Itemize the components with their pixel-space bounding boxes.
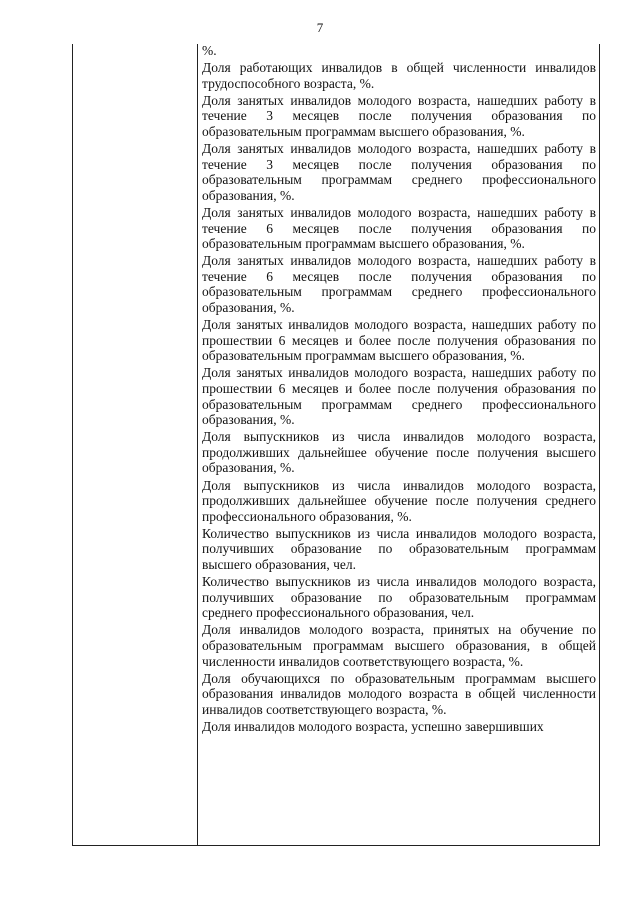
- indicator-text: Доля занятых инвалидов молодого возраста, нашедших работу в течение 3 месяцев после получения образования по образовательным программам среднего профессионального образования, %.: [202, 141, 596, 203]
- indicator-text: Доля выпускников из числа инвалидов молодого возраста, продолживших дальнейшее обучение после получения высшего образования, %.: [202, 429, 596, 476]
- indicator-text: Доля занятых инвалидов молодого возраста, нашедших работу по прошествии 6 месяцев и более после получения образования по образовательным программам высшего образования, %.: [202, 317, 596, 364]
- indicator-text: Доля инвалидов молодого возраста, успешно завершивших: [202, 718, 544, 734]
- table-left-column: [73, 44, 198, 845]
- indicator-text: Доля работающих инвалидов в общей численности инвалидов трудоспособного возраста, %.: [202, 60, 596, 91]
- indicator-text: Доля занятых инвалидов молодого возраста, нашедших работу по прошествии 6 месяцев и более после получения образования по образовательным программам среднего профессионального образования, %.: [202, 365, 596, 428]
- page-number: 7: [316, 20, 324, 35]
- indicator-text: Доля занятых инвалидов молодого возраста, нашедших работу в течение 6 месяцев после получения образования по образовательным программам среднего профессионального образования, %.: [202, 253, 596, 315]
- indicator-text: Доля выпускников из числа инвалидов молодого возраста, продолживших дальнейшее обучение после получения среднего профессионального образования, %.: [202, 477, 596, 524]
- indicator-text: Количество выпускников из числа инвалидов молодого возраста, получивших образование по образовательным программам среднего профессионального образования, чел.: [202, 574, 596, 621]
- indicator-text: Доля занятых инвалидов молодого возраста, нашедших работу в течение 3 месяцев после получения образования по образовательным программам высшего образования, %.: [202, 92, 596, 139]
- table-right-column: [202, 44, 596, 736]
- indicator-text: Доля занятых инвалидов молодого возраста, нашедших работу в течение 6 месяцев после получения образования по образовательным программам высшего образования, %.: [202, 204, 596, 252]
- indicators-table: [72, 44, 600, 846]
- indicator-text: Количество выпускников из числа инвалидов молодого возраста, получивших образование по образовательным программам высшего образования, чел.: [202, 525, 596, 572]
- indicator-continuation: %.: [202, 43, 217, 58]
- indicator-text: Доля инвалидов молодого возраста, принятых на обучение по образовательным программам высшего образования, в общей численности инвалидов соответствующего возраста, %.: [202, 622, 596, 669]
- indicator-text: Доля обучающихся по образовательным программам высшего образования инвалидов молодого возраста в общей численности инвалидов соответствующего возраста, %.: [202, 670, 596, 717]
